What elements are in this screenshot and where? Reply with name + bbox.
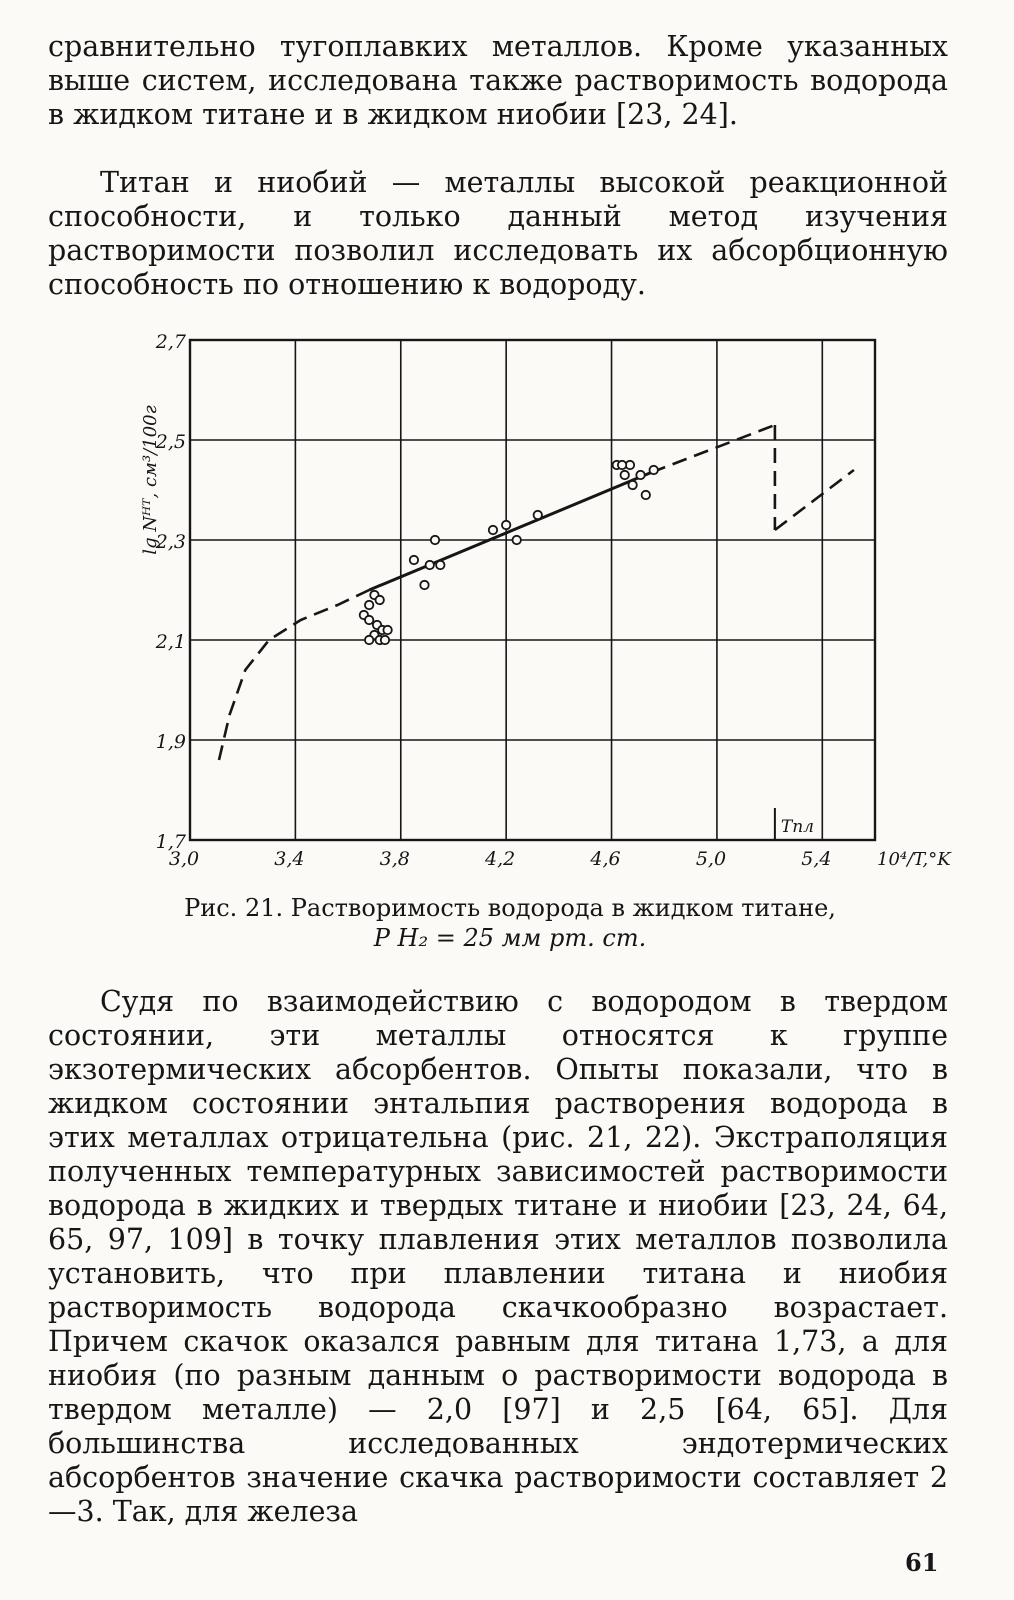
solid-state-line <box>775 470 854 530</box>
data-point <box>381 636 389 644</box>
paragraph-1: сравнительно тугоплавких металлов. Кроме указанных выше систем, исследована также растворимость водорода в жидком титане и в жидком ниобии [23, 24]. <box>48 30 948 131</box>
data-point <box>431 536 439 544</box>
x-tick-label: 3,4 <box>274 848 305 870</box>
y-tick-label: 1,9 <box>155 731 186 753</box>
data-point <box>375 596 383 604</box>
y-tick-label: 2,3 <box>155 531 186 553</box>
data-point <box>436 561 444 569</box>
figure-caption <box>140 893 880 953</box>
data-point <box>489 526 497 534</box>
x-tick-label: 4,6 <box>590 848 621 870</box>
data-point <box>365 601 373 609</box>
fit-line-solid <box>369 473 651 591</box>
extrapolation-curve-low <box>219 590 369 760</box>
caption-line-2: P H₂ = 25 мм рт. ст. <box>373 924 647 952</box>
data-point <box>642 491 650 499</box>
figure-21 <box>140 330 951 870</box>
x-axis-label: 10⁴/T,°K <box>877 849 951 870</box>
data-point <box>618 461 626 469</box>
solubility-chart <box>140 330 951 870</box>
melting-point-label: Tпл <box>780 817 815 837</box>
data-point <box>383 626 391 634</box>
x-tick-label: 4,2 <box>485 848 516 870</box>
data-point <box>636 471 644 479</box>
y-axis-label: lg Nᴴᵀ, см³/100г <box>140 405 161 555</box>
paragraph-2: Титан и ниобий — металлы высокой реакционной способности, и только данный метод изучения растворимости позволил исследовать их абсорбционную способность по отношению к водороду. <box>48 166 948 301</box>
data-point <box>534 511 542 519</box>
x-tick-label: 5,0 <box>695 848 727 870</box>
paragraph-3: Судя по взаимодействию с водородом в твердом состоянии, эти металлы относятся к группе экзотермических абсорбентов. Опыты показали, что в жидком состоянии энтальпия растворения водорода в этих металлах отрицательна (рис. 21, 22). Экстраполяция полученных температурных зависимостей растворимости водорода в жидких и твердых титане и ниобии [23, 24, 64, 65, 97, 109] в точку плавления этих металлов позволила установить, что при плавлении титана и ниобия растворимость водорода скачкообразно возрастает. Причем скачок оказался равным для титана 1,73, а для ниобия (по разным данным о растворимости водорода в твердом металле) — 2,0 [97] и 2,5 [64, 65]. Для большинства исследованных эндотермических абсорбентов значение скачка растворимости составляет 2—3. Так, для железа <box>48 985 948 1528</box>
data-point <box>512 536 520 544</box>
y-tick-label: 2,5 <box>155 431 186 453</box>
data-point <box>420 581 428 589</box>
data-point <box>628 481 636 489</box>
data-point <box>365 636 373 644</box>
data-point <box>621 471 629 479</box>
caption-line-1: Рис. 21. Растворимость водорода в жидком титане, <box>184 894 836 922</box>
x-tick-label: 3,0 <box>168 848 200 870</box>
y-tick-label: 1,7 <box>155 831 186 853</box>
plot-frame <box>190 340 875 840</box>
data-point <box>502 521 510 529</box>
x-tick-label: 5,4 <box>801 848 832 870</box>
extrapolation-line-high <box>651 425 775 473</box>
data-point <box>649 466 657 474</box>
data-point <box>365 616 373 624</box>
x-tick-label: 3,8 <box>379 848 410 870</box>
y-tick-label: 2,7 <box>155 331 186 353</box>
data-point <box>426 561 434 569</box>
y-tick-label: 2,1 <box>155 631 186 653</box>
page-number: 61 <box>905 1548 939 1577</box>
data-point <box>410 556 418 564</box>
